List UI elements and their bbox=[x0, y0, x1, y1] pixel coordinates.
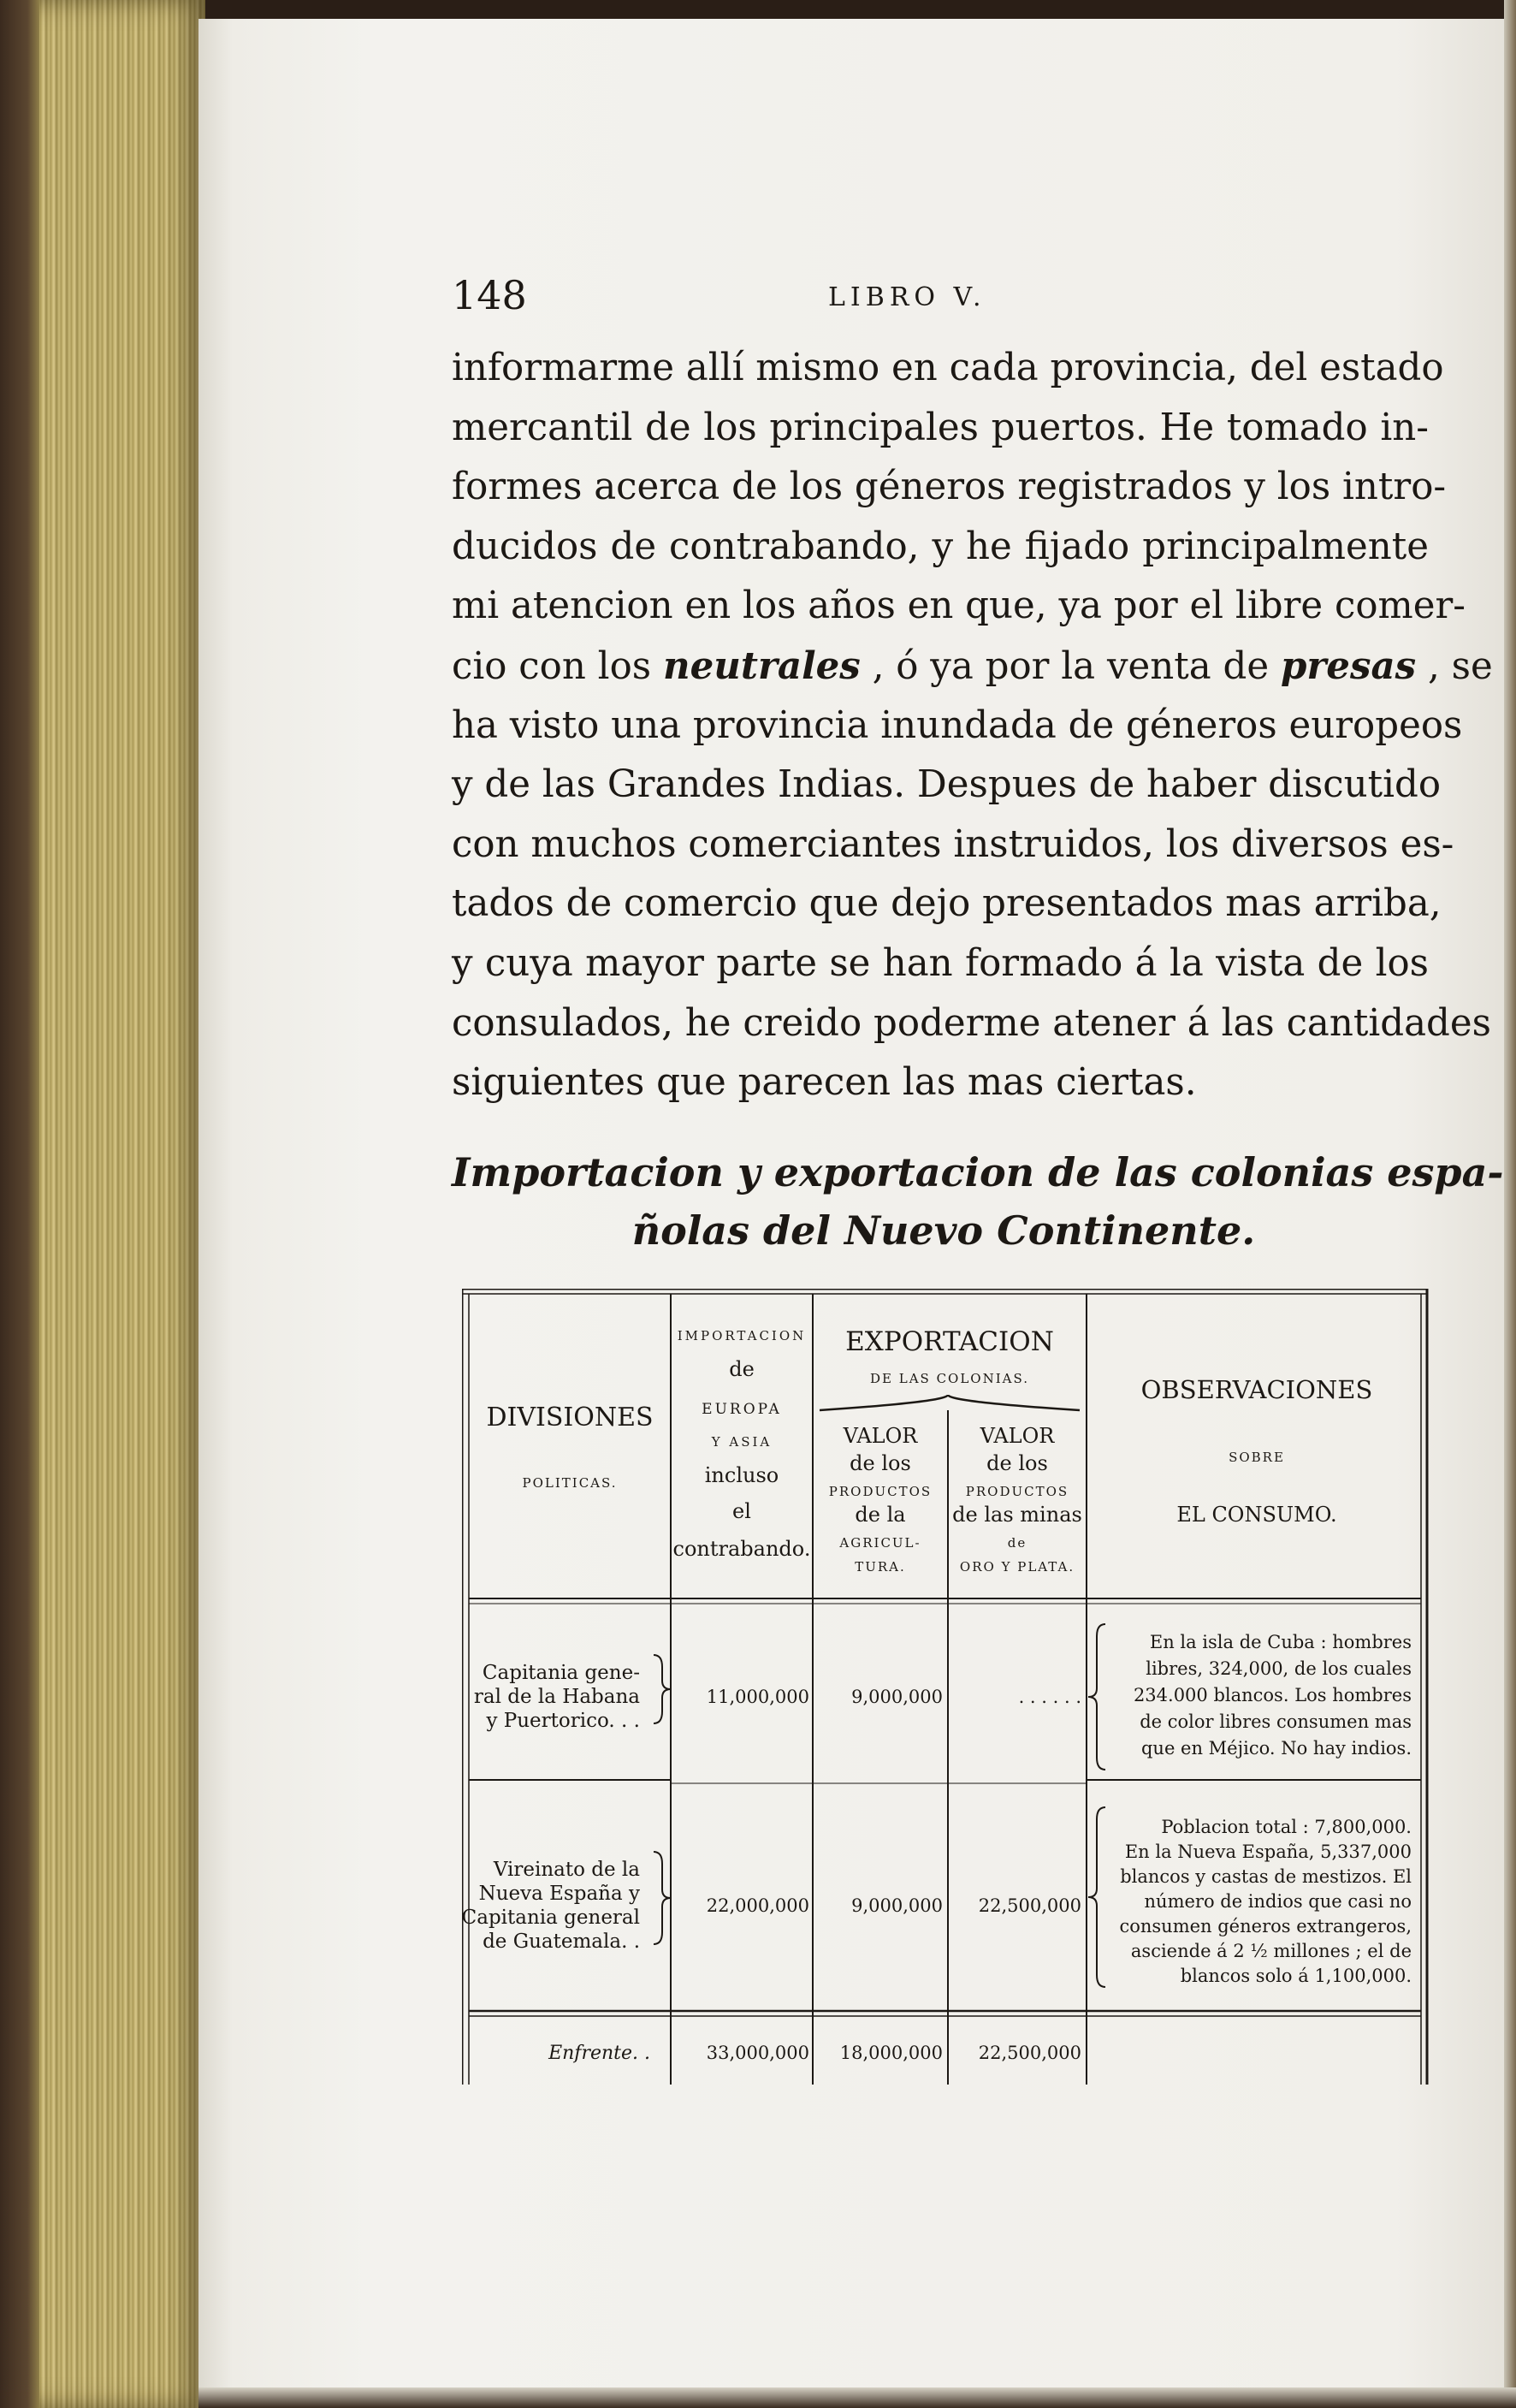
division-brace bbox=[654, 1655, 671, 1723]
col-minas-header-line: VALOR bbox=[980, 1424, 1055, 1448]
trade-table bbox=[462, 1289, 1429, 2085]
text-run: siguientes que parecen las mas ciertas. bbox=[452, 1061, 1197, 1105]
text-run: informarme allí mismo en cada provincia, del estado bbox=[452, 347, 1444, 389]
body-line bbox=[452, 399, 1429, 459]
division-brace bbox=[654, 1852, 671, 1944]
row-observaciones-line: 234.000 blancos. Los hombres bbox=[1133, 1685, 1412, 1705]
row-agricultura-value: 9,000,000 bbox=[851, 1687, 943, 1707]
row-observaciones-line: asciende á 2 ½ millones ; el de bbox=[1130, 1941, 1412, 1961]
text-run: mercantil de los principales puertos. He tomado in- bbox=[452, 406, 1429, 449]
row-division-line: de Guatemala. . bbox=[483, 1931, 640, 1953]
col-observaciones-header: OBSERVACIONES bbox=[1140, 1375, 1373, 1404]
col-importacion-header-line: contrabando. bbox=[672, 1537, 811, 1561]
row-division-line: Nueva España y bbox=[478, 1883, 640, 1905]
col-minas-header-line: de las minas bbox=[952, 1503, 1082, 1527]
text-run: con muchos comerciantes instruidos, los diversos es- bbox=[452, 822, 1454, 866]
row-observaciones-line: En la Nueva España, 5,337,000 bbox=[1124, 1842, 1412, 1862]
col-exportacion-subheader: DE LAS COLONIAS. bbox=[869, 1371, 1030, 1386]
col-importacion-header-line: de bbox=[729, 1357, 755, 1381]
row-division-line: ral de la Habana bbox=[473, 1686, 640, 1708]
row-observaciones-line: consumen géneros extrangeros, bbox=[1119, 1916, 1412, 1936]
col-importacion-header-line: IMPORTACION bbox=[677, 1328, 807, 1343]
text-run: cio con los bbox=[452, 644, 663, 688]
row-observaciones-line: de color libres consumen mas bbox=[1140, 1711, 1412, 1732]
text-run: ha visto una provincia inundada de géneros europeos bbox=[452, 703, 1463, 747]
row-division-line: Capitania gene- bbox=[482, 1662, 640, 1684]
text-run: y cuya mayor parte se han formado á la vista de los bbox=[452, 941, 1429, 985]
total-agricultura-value: 18,000,000 bbox=[839, 2043, 943, 2063]
row-minas-value: 22,500,000 bbox=[978, 1895, 1081, 1916]
text-run: , ó ya por la venta de bbox=[860, 644, 1281, 688]
text-run: ducidos de contrabando, y he fijado principalmente bbox=[452, 525, 1429, 568]
row-agricultura-value: 9,000,000 bbox=[851, 1895, 943, 1916]
table-title-line-2: ñolas del Nuevo Continente. bbox=[631, 1207, 1256, 1254]
body-line bbox=[452, 756, 1442, 816]
row-observaciones-line: En la isla de Cuba : hombres bbox=[1149, 1632, 1412, 1652]
row-minas-value: . . . . . . bbox=[1018, 1687, 1081, 1707]
row-observaciones-line: número de indios que casi no bbox=[1144, 1891, 1412, 1912]
body-paragraph bbox=[452, 339, 1493, 1113]
page-number: 148 bbox=[452, 272, 527, 318]
col-importacion-header-line: Y ASIA bbox=[711, 1434, 773, 1450]
col-divisiones-header: DIVISIONES bbox=[486, 1403, 654, 1432]
text-run: y de las Grandes Indias. Despues de haber discutido bbox=[452, 763, 1442, 807]
body-line bbox=[452, 518, 1429, 578]
row-importacion-value: 11,000,000 bbox=[706, 1687, 809, 1707]
row-division-line: Vireinato de la bbox=[493, 1859, 640, 1881]
export-header-brace bbox=[820, 1395, 1080, 1410]
col-agricultura-header-line: PRODUCTOS bbox=[828, 1484, 933, 1499]
body-line bbox=[452, 577, 1466, 637]
col-importacion-header-line: incluso bbox=[704, 1463, 779, 1487]
col-minas-header-line: PRODUCTOS bbox=[965, 1484, 1069, 1499]
observaciones-brace bbox=[1088, 1807, 1105, 1987]
text-run: consulados, he creido poderme atener á las cantidades bbox=[452, 1001, 1491, 1045]
col-exportacion-header: EXPORTACION bbox=[845, 1326, 1054, 1357]
right-page-edge bbox=[1504, 0, 1516, 2408]
col-agricultura-header-line: de los bbox=[850, 1451, 911, 1475]
table-title bbox=[452, 1143, 1504, 1260]
italic-term: neutrales bbox=[662, 644, 861, 688]
row-observaciones-line: que en Méjico. No hay indios. bbox=[1140, 1738, 1412, 1759]
text-run: mi atencion en los años en que, ya por el libre comer- bbox=[452, 584, 1466, 628]
col-agricultura-header-line: VALOR bbox=[843, 1424, 918, 1448]
col-importacion-header-line: EUROPA bbox=[702, 1401, 782, 1418]
row-division-line: Capitania general bbox=[462, 1907, 640, 1929]
row-division-line: y Puertorico. . . bbox=[486, 1710, 640, 1732]
body-line bbox=[452, 875, 1442, 934]
row-observaciones-line: blancos y castas de mestizos. El bbox=[1120, 1866, 1412, 1887]
body-line bbox=[452, 339, 1444, 399]
col-importacion-header-line: el bbox=[732, 1499, 751, 1523]
row-observaciones-line: libres, 324,000, de los cuales bbox=[1146, 1658, 1412, 1679]
body-line bbox=[452, 934, 1429, 994]
body-line bbox=[452, 458, 1447, 518]
col-observaciones-subheader-2: EL CONSUMO. bbox=[1176, 1503, 1337, 1527]
body-line bbox=[452, 816, 1454, 875]
text-run: , se bbox=[1416, 644, 1493, 688]
col-agricultura-header-line: TURA. bbox=[855, 1559, 906, 1575]
col-minas-header-line: de bbox=[1007, 1535, 1027, 1551]
italic-term: presas bbox=[1280, 644, 1417, 688]
col-agricultura-header-line: de la bbox=[855, 1503, 906, 1527]
col-divisiones-subheader: POLITICAS. bbox=[522, 1475, 618, 1491]
col-minas-header-line: ORO Y PLATA. bbox=[959, 1559, 1075, 1575]
col-agricultura-header-line: AGRICUL- bbox=[839, 1535, 921, 1551]
body-line bbox=[452, 637, 1493, 697]
row-importacion-value: 22,000,000 bbox=[706, 1895, 809, 1916]
bottom-page-edge bbox=[198, 2387, 1516, 2408]
row-observaciones-line: blancos solo á 1,100,000. bbox=[1180, 1966, 1412, 1986]
col-minas-header-line: de los bbox=[986, 1451, 1048, 1475]
observaciones-brace bbox=[1088, 1624, 1105, 1770]
running-head: LIBRO V. bbox=[828, 282, 986, 312]
body-line bbox=[452, 697, 1463, 756]
page-header bbox=[452, 272, 1427, 323]
total-importacion-value: 33,000,000 bbox=[706, 2043, 809, 2063]
text-run: tados de comercio que dejo presentados mas arriba, bbox=[452, 882, 1442, 926]
body-line bbox=[452, 994, 1491, 1054]
row-observaciones-line: Poblacion total : 7,800,000. bbox=[1161, 1817, 1412, 1837]
total-minas-value: 22,500,000 bbox=[978, 2043, 1081, 2063]
col-observaciones-subheader: SOBRE bbox=[1229, 1450, 1285, 1465]
book-cover-edge bbox=[0, 0, 39, 2408]
body-line bbox=[452, 1053, 1429, 1113]
table-title-line-1: Importacion y exportacion de las colonias espa- bbox=[452, 1149, 1504, 1195]
total-row-label: Enfrente. . bbox=[548, 2043, 650, 2064]
text-run: formes acerca de los géneros registrados y los intro- bbox=[452, 466, 1447, 509]
